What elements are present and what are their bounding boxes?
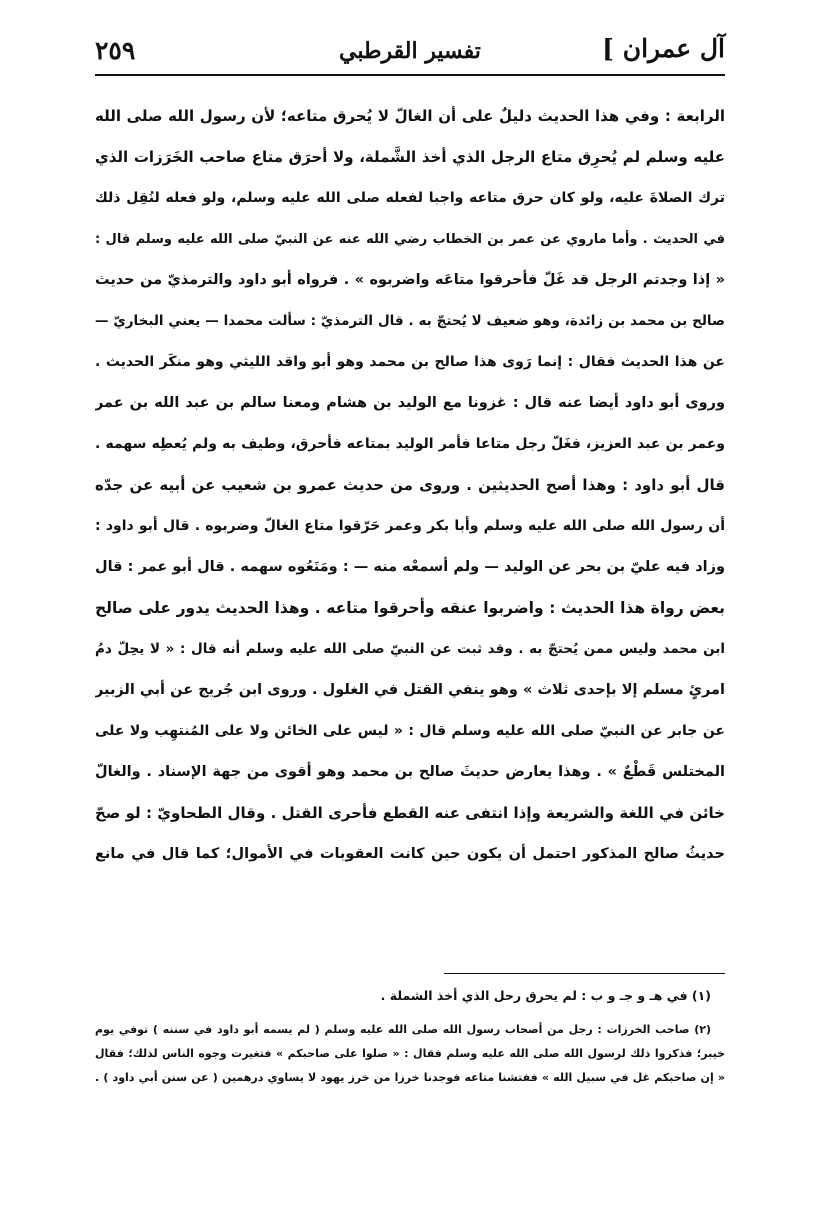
text-line: عن هذا الحديث فقال : إنما رَوى هذا صالح بن محمد وهو أبو واقد الليثي وهو منكَر الحديث . [95,354,725,370]
footnotes [95,984,725,1090]
text-line: بعض رواة هذا الحديث : واضربوا عنقه وأحرقوا متاعه . وهذا الحديث يدور على صالح [95,599,725,617]
header-rule [95,74,725,76]
text-line: وعمر بن عبد العزيز، فغَلّ رجل متاعا فأمر الوليد بمتاعه فأحرق، وطيف به ولم يُعطِه سهمه . [95,436,725,452]
text-line: وروى أبو داود أيضا عنه قال : غزونا مع الوليد بن هشام ومعنا سالم بن عبد الله بن عمر [95,395,725,411]
footnote-2-line: « إن صاحبكم غل في سبيل الله » ففتشنا متاعه فوجدنا خرزا من خرز يهود لا يساوي درهمين ( عن سنن أبي داود ) . [95,1071,725,1084]
text-line: في الحديث . وأما ماروي عن عمر بن الخطاب رضي الله عنه عن النبيّ صلى الله عليه وسلم قال : [95,232,725,247]
running-header [95,28,725,76]
text-line: صالح بن محمد بن زائدة، وهو ضعيف لا يُحتجّ به . قال الترمذيّ : سألت محمدا — يعني البخاريّ — [95,313,725,329]
text-line: ترك الصلاةَ عليه، ولو كان حرق متاعه واجبا لفعله صلى الله عليه وسلم، ولو فعله لنُقِل ذلك [95,190,725,206]
page-number: ٢٥٩ [95,36,136,65]
footnote-1: (١) في هـ و جـ و ب : لم يحرق رحل الذي أخذ الشملة . [380,988,711,1003]
surah-name: آل عمران ] [602,34,725,63]
text-line: ابن محمد وليس ممن يُحتجّ به . وقد ثبت عن النبيّ صلى الله عليه وسلم أنه قال : « لا يحِلّ دمُ [95,641,725,657]
text-line: قال أبو داود : وهذا أصح الحديثين . وروى من حديث عمرو بن شعيب عن أبيه عن جدّه [95,476,725,494]
book-title: تفسير القرطبي [339,38,481,64]
text-line: حديثُ صالح المذكور احتمل أن يكون حين كانت العقوبات في الأموال؛ كما قال في مانع [95,846,725,862]
text-line: خائن في اللغة والشريعة وإذا انتفى عنه القطع فأحرى القتل . وقال الطحاويّ : لو صحّ [95,804,725,822]
text-line: المختلس قَطْعٌ » . وهذا يعارض حديثَ صالح بن محمد وهو أقوى من جهة الإسناد . والغالّ [95,764,725,780]
text-line: عن جابر عن النبيّ صلى الله عليه وسلم قال : « ليس على الخائن ولا على المُنتهِب ولا على [95,723,725,739]
text-line: الرابعة : وفي هذا الحديث دليلٌ على أن الغالّ لا يُحرق متاعه؛ لأن رسول الله صلى الله [95,107,725,125]
footnote-rule [444,973,725,974]
text-line: عليه وسلم لم يُحرِق متاع الرجل الذي أخذ الشَّملة، ولا أحرَق متاع صاحب الخَرَزات الذي [95,148,725,166]
text-line: أن رسول الله صلى الله عليه وسلم وأبا بكر وعمر حَرّقوا متاع الغالّ وضربوه . قال أبو داود : [95,518,725,534]
footnote-2-line: خيبر؛ فذكروا ذلك لرسول الله صلى الله عليه وسلم فقال : « صلوا على صاحبكم » فتغيرت وجوه الناس لذلك؛ فقال [95,1047,725,1060]
text-line: امرئٍ مسلم إلا بإحدى ثلاث » وهو ينفي القتل في الغلول . وروى ابن جُريج عن أبي الزبير [95,682,725,698]
footnote-2-line: (٢) صاحب الخرزات : رجل من أصحاب رسول الله صلى الله عليه وسلم ( لم يسمه أبو داود في سننه ) توفي يوم [95,1023,711,1036]
text-line: وزاد فيه عليّ بن بحر عن الوليد — ولم أسمعْه منه — : ومَنَعُوه سهمه . قال أبو عمر : قال [95,559,725,575]
main-text [95,96,725,958]
text-line: « إذا وجدتم الرجل قد غَلّ فأحرقوا متاعَه واضربوه » . فرواه أبو داود والترمذيّ من حديث [95,272,725,288]
